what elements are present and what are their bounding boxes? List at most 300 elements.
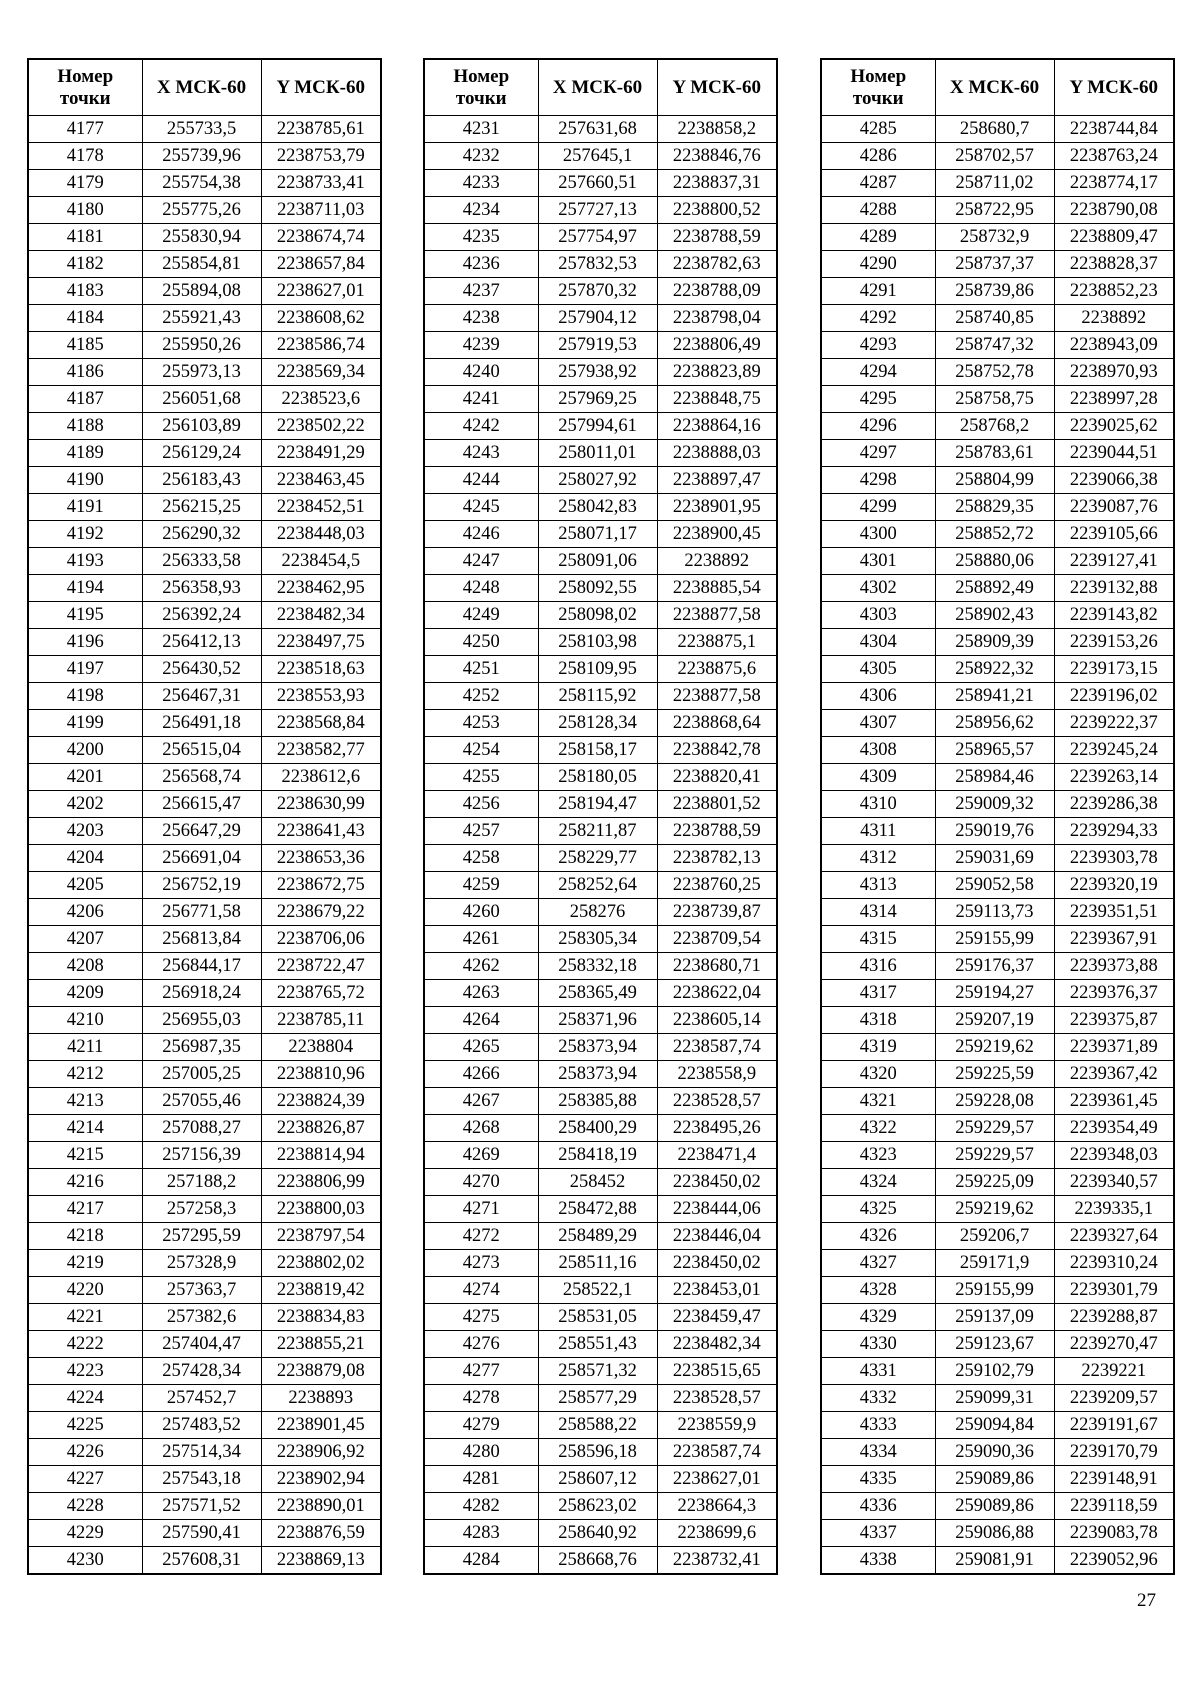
point-number-cell: 4304 xyxy=(821,629,935,656)
x-coordinate-cell: 257295,59 xyxy=(142,1223,261,1250)
table-row xyxy=(821,710,1174,737)
x-coordinate-cell: 258452 xyxy=(538,1169,657,1196)
y-coordinate-cell: 2238491,29 xyxy=(261,440,381,467)
point-number-cell: 4255 xyxy=(424,764,538,791)
y-coordinate-cell: 2238446,04 xyxy=(657,1223,777,1250)
point-number-cell: 4270 xyxy=(424,1169,538,1196)
table-row xyxy=(424,359,777,386)
x-coordinate-cell: 256615,47 xyxy=(142,791,261,818)
table-row xyxy=(821,980,1174,1007)
table-row xyxy=(424,1520,777,1547)
y-coordinate-cell: 2238842,78 xyxy=(657,737,777,764)
y-coordinate-cell: 2238462,95 xyxy=(261,575,381,602)
y-coordinate-cell: 2239173,15 xyxy=(1054,656,1174,683)
point-number-cell: 4337 xyxy=(821,1520,935,1547)
y-coordinate-cell: 2239376,37 xyxy=(1054,980,1174,1007)
table-row xyxy=(821,1007,1174,1034)
x-coordinate-cell: 255739,96 xyxy=(142,143,261,170)
y-coordinate-cell: 2238471,4 xyxy=(657,1142,777,1169)
y-coordinate-cell: 2238888,03 xyxy=(657,440,777,467)
x-coordinate-cell: 259009,32 xyxy=(935,791,1054,818)
table-row xyxy=(28,737,381,764)
y-coordinate-cell: 2239066,38 xyxy=(1054,467,1174,494)
y-coordinate-cell: 2239153,26 xyxy=(1054,629,1174,656)
y-coordinate-cell: 2238454,5 xyxy=(261,548,381,575)
point-number-cell: 4203 xyxy=(28,818,142,845)
y-coordinate-cell: 2238627,01 xyxy=(657,1466,777,1493)
table-row xyxy=(424,629,777,656)
point-number-cell: 4241 xyxy=(424,386,538,413)
y-coordinate-cell: 2238901,45 xyxy=(261,1412,381,1439)
point-number-cell: 4238 xyxy=(424,305,538,332)
point-number-cell: 4305 xyxy=(821,656,935,683)
point-number-cell: 4294 xyxy=(821,359,935,386)
point-number-cell: 4271 xyxy=(424,1196,538,1223)
y-coordinate-cell: 2238528,57 xyxy=(657,1088,777,1115)
x-coordinate-cell: 258902,43 xyxy=(935,602,1054,629)
header-x: X МСК-60 xyxy=(142,59,261,116)
table-row xyxy=(424,737,777,764)
y-coordinate-cell: 2238800,52 xyxy=(657,197,777,224)
y-coordinate-cell: 2238819,42 xyxy=(261,1277,381,1304)
point-number-cell: 4213 xyxy=(28,1088,142,1115)
y-coordinate-cell: 2238760,25 xyxy=(657,872,777,899)
x-coordinate-cell: 258702,57 xyxy=(935,143,1054,170)
x-coordinate-cell: 258588,22 xyxy=(538,1412,657,1439)
table-row xyxy=(28,1277,381,1304)
point-number-cell: 4257 xyxy=(424,818,538,845)
table-row xyxy=(28,440,381,467)
table-row xyxy=(821,656,1174,683)
x-coordinate-cell: 257363,7 xyxy=(142,1277,261,1304)
table-row xyxy=(821,197,1174,224)
point-number-cell: 4318 xyxy=(821,1007,935,1034)
table-row xyxy=(424,1547,777,1575)
x-coordinate-cell: 258680,7 xyxy=(935,116,1054,143)
table-row xyxy=(28,1493,381,1520)
point-number-cell: 4227 xyxy=(28,1466,142,1493)
point-number-cell: 4237 xyxy=(424,278,538,305)
x-coordinate-cell: 258577,29 xyxy=(538,1385,657,1412)
x-coordinate-cell: 258752,78 xyxy=(935,359,1054,386)
point-number-cell: 4296 xyxy=(821,413,935,440)
point-number-cell: 4190 xyxy=(28,467,142,494)
table-row xyxy=(28,1061,381,1088)
table-row xyxy=(424,1466,777,1493)
point-number-cell: 4232 xyxy=(424,143,538,170)
point-number-cell: 4192 xyxy=(28,521,142,548)
y-coordinate-cell: 2238444,06 xyxy=(657,1196,777,1223)
point-number-cell: 4235 xyxy=(424,224,538,251)
x-coordinate-cell: 258668,76 xyxy=(538,1547,657,1575)
x-coordinate-cell: 256752,19 xyxy=(142,872,261,899)
x-coordinate-cell: 257754,97 xyxy=(538,224,657,251)
x-coordinate-cell: 258098,02 xyxy=(538,602,657,629)
y-coordinate-cell: 2239209,57 xyxy=(1054,1385,1174,1412)
table-row xyxy=(821,1412,1174,1439)
x-coordinate-cell: 257156,39 xyxy=(142,1142,261,1169)
table-row xyxy=(424,953,777,980)
header-y: Y МСК-60 xyxy=(1054,59,1174,116)
x-coordinate-cell: 259219,62 xyxy=(935,1196,1054,1223)
x-coordinate-cell: 258909,39 xyxy=(935,629,1054,656)
y-coordinate-cell: 2238523,6 xyxy=(261,386,381,413)
y-coordinate-cell: 2238897,47 xyxy=(657,467,777,494)
point-number-cell: 4310 xyxy=(821,791,935,818)
y-coordinate-cell: 2238553,93 xyxy=(261,683,381,710)
table-header-row xyxy=(424,59,777,116)
x-coordinate-cell: 259086,88 xyxy=(935,1520,1054,1547)
table-row xyxy=(424,872,777,899)
y-coordinate-cell: 2239222,37 xyxy=(1054,710,1174,737)
table-row xyxy=(821,1547,1174,1575)
point-number-cell: 4269 xyxy=(424,1142,538,1169)
point-number-cell: 4259 xyxy=(424,872,538,899)
x-coordinate-cell: 258596,18 xyxy=(538,1439,657,1466)
y-coordinate-cell: 2238711,03 xyxy=(261,197,381,224)
y-coordinate-cell: 2238834,83 xyxy=(261,1304,381,1331)
y-coordinate-cell: 2238823,89 xyxy=(657,359,777,386)
x-coordinate-cell: 257870,32 xyxy=(538,278,657,305)
x-coordinate-cell: 258768,2 xyxy=(935,413,1054,440)
table-row xyxy=(28,251,381,278)
y-coordinate-cell: 2238763,24 xyxy=(1054,143,1174,170)
y-coordinate-cell: 2239335,1 xyxy=(1054,1196,1174,1223)
x-coordinate-cell: 258109,95 xyxy=(538,656,657,683)
y-coordinate-cell: 2239371,89 xyxy=(1054,1034,1174,1061)
y-coordinate-cell: 2239105,66 xyxy=(1054,521,1174,548)
y-coordinate-cell: 2239351,51 xyxy=(1054,899,1174,926)
point-number-cell: 4184 xyxy=(28,305,142,332)
y-coordinate-cell: 2239373,88 xyxy=(1054,953,1174,980)
table-row xyxy=(821,305,1174,332)
point-number-cell: 4244 xyxy=(424,467,538,494)
table-row xyxy=(821,548,1174,575)
table-row xyxy=(424,413,777,440)
x-coordinate-cell: 258332,18 xyxy=(538,953,657,980)
table-row xyxy=(821,440,1174,467)
y-coordinate-cell: 2238885,54 xyxy=(657,575,777,602)
table-row xyxy=(821,791,1174,818)
point-number-cell: 4209 xyxy=(28,980,142,1007)
coordinate-table-1 xyxy=(27,58,382,1575)
y-coordinate-cell: 2238902,94 xyxy=(261,1466,381,1493)
y-coordinate-cell: 2238515,65 xyxy=(657,1358,777,1385)
x-coordinate-cell: 257382,6 xyxy=(142,1304,261,1331)
table-row xyxy=(821,251,1174,278)
x-coordinate-cell: 257727,13 xyxy=(538,197,657,224)
x-coordinate-cell: 256103,89 xyxy=(142,413,261,440)
y-coordinate-cell: 2238528,57 xyxy=(657,1385,777,1412)
x-coordinate-cell: 257660,51 xyxy=(538,170,657,197)
x-coordinate-cell: 259102,79 xyxy=(935,1358,1054,1385)
point-number-cell: 4301 xyxy=(821,548,935,575)
x-coordinate-cell: 255921,43 xyxy=(142,305,261,332)
y-coordinate-cell: 2239303,78 xyxy=(1054,845,1174,872)
y-coordinate-cell: 2238788,59 xyxy=(657,224,777,251)
y-coordinate-cell: 2238890,01 xyxy=(261,1493,381,1520)
y-coordinate-cell: 2238785,61 xyxy=(261,116,381,143)
x-coordinate-cell: 258747,32 xyxy=(935,332,1054,359)
x-coordinate-cell: 259229,57 xyxy=(935,1115,1054,1142)
table-row xyxy=(821,926,1174,953)
table-row xyxy=(424,791,777,818)
table-row xyxy=(424,1277,777,1304)
x-coordinate-cell: 259219,62 xyxy=(935,1034,1054,1061)
point-number-cell: 4321 xyxy=(821,1088,935,1115)
table-row xyxy=(424,1088,777,1115)
x-coordinate-cell: 258128,34 xyxy=(538,710,657,737)
y-coordinate-cell: 2238518,63 xyxy=(261,656,381,683)
table-row xyxy=(424,170,777,197)
y-coordinate-cell: 2239286,38 xyxy=(1054,791,1174,818)
table-row xyxy=(821,1115,1174,1142)
table-row xyxy=(28,1466,381,1493)
table-row xyxy=(821,818,1174,845)
x-coordinate-cell: 255973,13 xyxy=(142,359,261,386)
point-number-cell: 4250 xyxy=(424,629,538,656)
table-row xyxy=(28,980,381,1007)
y-coordinate-cell: 2239143,82 xyxy=(1054,602,1174,629)
point-number-cell: 4309 xyxy=(821,764,935,791)
point-number-cell: 4226 xyxy=(28,1439,142,1466)
y-coordinate-cell: 2238495,26 xyxy=(657,1115,777,1142)
table-row xyxy=(821,629,1174,656)
x-coordinate-cell: 259225,09 xyxy=(935,1169,1054,1196)
y-coordinate-cell: 2238826,87 xyxy=(261,1115,381,1142)
y-coordinate-cell: 2238814,94 xyxy=(261,1142,381,1169)
y-coordinate-cell: 2238657,84 xyxy=(261,251,381,278)
x-coordinate-cell: 258722,95 xyxy=(935,197,1054,224)
table-row xyxy=(28,1385,381,1412)
point-number-cell: 4283 xyxy=(424,1520,538,1547)
x-coordinate-cell: 259113,73 xyxy=(935,899,1054,926)
table-row xyxy=(821,386,1174,413)
point-number-cell: 4285 xyxy=(821,116,935,143)
table-row xyxy=(28,359,381,386)
table-row xyxy=(821,359,1174,386)
table-row xyxy=(821,845,1174,872)
x-coordinate-cell: 258371,96 xyxy=(538,1007,657,1034)
x-coordinate-cell: 258103,98 xyxy=(538,629,657,656)
table-row xyxy=(821,1034,1174,1061)
y-coordinate-cell: 2238664,3 xyxy=(657,1493,777,1520)
table-row xyxy=(424,1412,777,1439)
y-coordinate-cell: 2238855,21 xyxy=(261,1331,381,1358)
point-number-cell: 4276 xyxy=(424,1331,538,1358)
point-number-cell: 4263 xyxy=(424,980,538,1007)
point-number-cell: 4219 xyxy=(28,1250,142,1277)
point-number-cell: 4313 xyxy=(821,872,935,899)
point-number-cell: 4188 xyxy=(28,413,142,440)
y-coordinate-cell: 2238482,34 xyxy=(261,602,381,629)
x-coordinate-cell: 256430,52 xyxy=(142,656,261,683)
x-coordinate-cell: 257645,1 xyxy=(538,143,657,170)
x-coordinate-cell: 256568,74 xyxy=(142,764,261,791)
x-coordinate-cell: 257590,41 xyxy=(142,1520,261,1547)
y-coordinate-cell: 2238810,96 xyxy=(261,1061,381,1088)
point-number-cell: 4291 xyxy=(821,278,935,305)
y-coordinate-cell: 2238804 xyxy=(261,1034,381,1061)
point-number-cell: 4295 xyxy=(821,386,935,413)
x-coordinate-cell: 258229,77 xyxy=(538,845,657,872)
x-coordinate-cell: 258737,37 xyxy=(935,251,1054,278)
table-row xyxy=(28,791,381,818)
table-row xyxy=(821,1196,1174,1223)
point-number-cell: 4292 xyxy=(821,305,935,332)
point-number-cell: 4281 xyxy=(424,1466,538,1493)
table-row xyxy=(821,872,1174,899)
y-coordinate-cell: 2238627,01 xyxy=(261,278,381,305)
table-row xyxy=(28,1250,381,1277)
x-coordinate-cell: 256491,18 xyxy=(142,710,261,737)
point-number-cell: 4287 xyxy=(821,170,935,197)
x-coordinate-cell: 258489,29 xyxy=(538,1223,657,1250)
point-number-cell: 4191 xyxy=(28,494,142,521)
y-coordinate-cell: 2239044,51 xyxy=(1054,440,1174,467)
x-coordinate-cell: 259019,76 xyxy=(935,818,1054,845)
table-row xyxy=(821,1358,1174,1385)
table-row xyxy=(821,116,1174,143)
x-coordinate-cell: 257543,18 xyxy=(142,1466,261,1493)
table-row xyxy=(424,548,777,575)
x-coordinate-cell: 259094,84 xyxy=(935,1412,1054,1439)
y-coordinate-cell: 2238608,62 xyxy=(261,305,381,332)
table-row xyxy=(28,1169,381,1196)
x-coordinate-cell: 257452,7 xyxy=(142,1385,261,1412)
x-coordinate-cell: 256392,24 xyxy=(142,602,261,629)
table-row xyxy=(821,1169,1174,1196)
x-coordinate-cell: 257994,61 xyxy=(538,413,657,440)
point-number-cell: 4245 xyxy=(424,494,538,521)
y-coordinate-cell: 2239196,02 xyxy=(1054,683,1174,710)
y-coordinate-cell: 2238482,34 xyxy=(657,1331,777,1358)
x-coordinate-cell: 258305,34 xyxy=(538,926,657,953)
y-coordinate-cell: 2239170,79 xyxy=(1054,1439,1174,1466)
point-number-cell: 4306 xyxy=(821,683,935,710)
x-coordinate-cell: 258758,75 xyxy=(935,386,1054,413)
point-number-cell: 4179 xyxy=(28,170,142,197)
point-number-cell: 4204 xyxy=(28,845,142,872)
x-coordinate-cell: 256515,04 xyxy=(142,737,261,764)
point-number-cell: 4286 xyxy=(821,143,935,170)
point-number-cell: 4280 xyxy=(424,1439,538,1466)
x-coordinate-cell: 258115,92 xyxy=(538,683,657,710)
table-row xyxy=(28,494,381,521)
y-coordinate-cell: 2238806,49 xyxy=(657,332,777,359)
point-number-cell: 4289 xyxy=(821,224,935,251)
point-number-cell: 4293 xyxy=(821,332,935,359)
table-row xyxy=(28,332,381,359)
point-number-cell: 4332 xyxy=(821,1385,935,1412)
y-coordinate-cell: 2238452,51 xyxy=(261,494,381,521)
x-coordinate-cell: 257328,9 xyxy=(142,1250,261,1277)
point-number-cell: 4183 xyxy=(28,278,142,305)
table-row xyxy=(424,1223,777,1250)
table-row xyxy=(821,764,1174,791)
table-row xyxy=(821,1385,1174,1412)
table-row xyxy=(424,926,777,953)
table-row xyxy=(821,1304,1174,1331)
x-coordinate-cell: 258880,06 xyxy=(935,548,1054,575)
point-number-cell: 4323 xyxy=(821,1142,935,1169)
y-coordinate-cell: 2238901,95 xyxy=(657,494,777,521)
table-row xyxy=(424,980,777,1007)
table-row xyxy=(424,656,777,683)
point-number-cell: 4311 xyxy=(821,818,935,845)
table-row xyxy=(424,224,777,251)
table-row xyxy=(424,845,777,872)
point-number-cell: 4273 xyxy=(424,1250,538,1277)
x-coordinate-cell: 258522,1 xyxy=(538,1277,657,1304)
x-coordinate-cell: 258276 xyxy=(538,899,657,926)
x-coordinate-cell: 259155,99 xyxy=(935,1277,1054,1304)
table-row xyxy=(424,521,777,548)
header-x: X МСК-60 xyxy=(935,59,1054,116)
y-coordinate-cell: 2239354,49 xyxy=(1054,1115,1174,1142)
table-row xyxy=(424,197,777,224)
point-number-cell: 4231 xyxy=(424,116,538,143)
point-number-cell: 4228 xyxy=(28,1493,142,1520)
point-number-cell: 4247 xyxy=(424,548,538,575)
point-number-cell: 4333 xyxy=(821,1412,935,1439)
x-coordinate-cell: 258956,62 xyxy=(935,710,1054,737)
point-number-cell: 4277 xyxy=(424,1358,538,1385)
y-coordinate-cell: 2238802,02 xyxy=(261,1250,381,1277)
x-coordinate-cell: 255830,94 xyxy=(142,224,261,251)
coordinate-table-2 xyxy=(423,58,778,1575)
table-row xyxy=(821,1439,1174,1466)
point-number-cell: 4307 xyxy=(821,710,935,737)
y-coordinate-cell: 2239087,76 xyxy=(1054,494,1174,521)
y-coordinate-cell: 2238709,54 xyxy=(657,926,777,953)
x-coordinate-cell: 258027,92 xyxy=(538,467,657,494)
point-number-cell: 4177 xyxy=(28,116,142,143)
point-number-cell: 4214 xyxy=(28,1115,142,1142)
table-row xyxy=(28,521,381,548)
y-coordinate-cell: 2239025,62 xyxy=(1054,413,1174,440)
point-number-cell: 4242 xyxy=(424,413,538,440)
x-coordinate-cell: 258158,17 xyxy=(538,737,657,764)
point-number-cell: 4320 xyxy=(821,1061,935,1088)
x-coordinate-cell: 256051,68 xyxy=(142,386,261,413)
point-number-cell: 4282 xyxy=(424,1493,538,1520)
point-number-cell: 4284 xyxy=(424,1547,538,1575)
x-coordinate-cell: 257404,47 xyxy=(142,1331,261,1358)
x-coordinate-cell: 256215,25 xyxy=(142,494,261,521)
point-number-cell: 4201 xyxy=(28,764,142,791)
point-number-cell: 4288 xyxy=(821,197,935,224)
point-number-cell: 4274 xyxy=(424,1277,538,1304)
table-row xyxy=(821,1277,1174,1304)
x-coordinate-cell: 257608,31 xyxy=(142,1547,261,1575)
y-coordinate-cell: 2238587,74 xyxy=(657,1439,777,1466)
point-number-cell: 4215 xyxy=(28,1142,142,1169)
point-number-cell: 4256 xyxy=(424,791,538,818)
y-coordinate-cell: 2238782,13 xyxy=(657,845,777,872)
point-number-cell: 4299 xyxy=(821,494,935,521)
x-coordinate-cell: 258551,43 xyxy=(538,1331,657,1358)
point-number-cell: 4194 xyxy=(28,575,142,602)
table-row xyxy=(821,1250,1174,1277)
y-coordinate-cell: 2238970,93 xyxy=(1054,359,1174,386)
x-coordinate-cell: 256987,35 xyxy=(142,1034,261,1061)
y-coordinate-cell: 2238765,72 xyxy=(261,980,381,1007)
table-row xyxy=(28,143,381,170)
point-number-cell: 4229 xyxy=(28,1520,142,1547)
header-point-number: Номер точки xyxy=(821,59,935,116)
y-coordinate-cell: 2238798,04 xyxy=(657,305,777,332)
